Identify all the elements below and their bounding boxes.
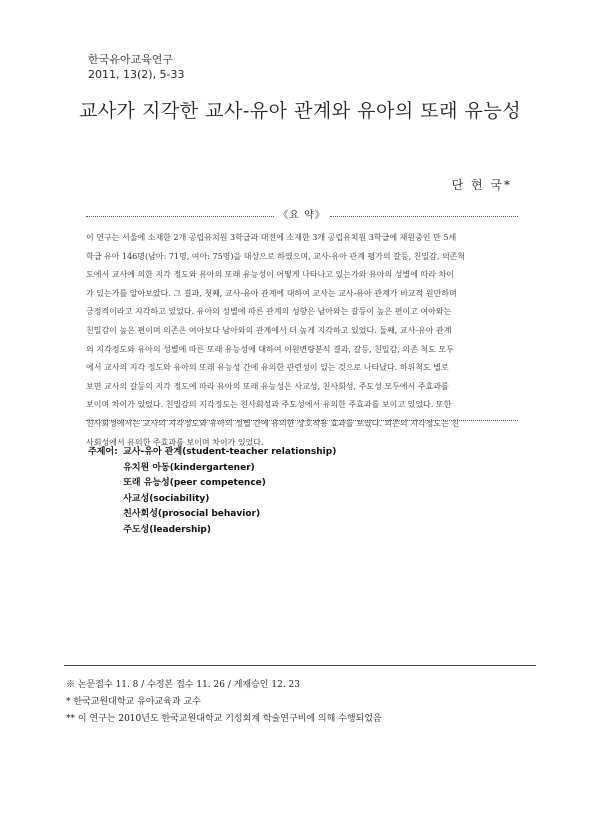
keywords-block [88, 445, 336, 538]
abstract-heading-label: 《요 약》 [278, 210, 326, 221]
abstract-top-rule-right [330, 216, 518, 217]
abstract-body [86, 229, 518, 452]
abstract-bottom-rule [86, 420, 518, 421]
abstract-top-rule-left [86, 216, 274, 217]
abstract-line: 에서 교사의 지각 정도와 유아의 또래 유능성 간에 유의한 관련성이 있는 것으로 나타났다. 하위척도 별로 [86, 363, 449, 373]
journal-name: 한국유아교육연구 [88, 53, 174, 66]
keyword-item: 친사회성(prosocial behavior) [123, 509, 261, 519]
abstract-line: 가 있는가를 알아보았다. 그 결과, 첫째, 교사-유아 관계에 대하여 교사는 교사-유아 관계가 비교적 원만하며 [86, 288, 457, 298]
keywords-label: 주제어: [88, 447, 118, 457]
abstract-line: 학급 유아 146명(남아: 71명, 여아: 75명)을 대상으로 하였으며, 교사-유아 관계 평가의 갈등, 친밀감, 의존척 [86, 251, 466, 261]
abstract-line: 긍정적이라고 지각하고 있었다. 유아의 성별에 따른 관계의 성향은 남아와는 갈등이 높은 편이고 여아와는 [86, 307, 452, 317]
abstract-line: 친사회성에서는 교사의 지각정도와 유아의 성별 간에 유의한 상호작용 효과를 보였다. 의존의 지각정도는 친 [86, 418, 460, 428]
author-name: 단 현 국* [451, 178, 512, 192]
keyword-item: 사교성(sociability) [123, 493, 210, 504]
keyword-row [88, 476, 336, 492]
footnotes [66, 677, 382, 728]
keyword-row [88, 523, 336, 539]
journal-header [88, 52, 185, 82]
abstract-line: 보면 교사의 갈등의 지각 정도에 따라 유아의 또래 유능성은 사교성, 친사회성, 주도성 모두에서 주효과를 [86, 381, 449, 391]
abstract-line: 친밀감이 높은 편이며 의존은 여아보다 남아와의 관계에서 더 높게 지각하고 있었다. 둘째, 교사-유아 관계 [86, 325, 452, 335]
keyword-row [88, 461, 336, 477]
keyword-item: 주도성(leadership) [123, 524, 211, 535]
footnote-funding: ** 이 연구는 2010년도 한국교원대학교 기성회계 학술연구비에 의해 수행되었음 [66, 714, 382, 724]
keyword-row [88, 492, 336, 508]
footnote-rule [64, 665, 536, 666]
abstract-heading [0, 209, 600, 223]
abstract-line: 사회성에서 유의한 주효과를 보이며 차이가 있었다. [86, 437, 264, 447]
abstract-line: 보이며 차이가 있었다. 친밀감의 지각정도는 친사회성과 주도성에서 유의한 주효과를 보이고 있었다. 또한 [86, 400, 452, 410]
keyword-row [88, 507, 336, 523]
keyword-item: 교사-유아 관계(student-teacher relationship) [123, 447, 337, 457]
keyword-item: 또래 유능성(peer competence) [123, 478, 266, 488]
keyword-row [88, 445, 336, 461]
footnote-author-affiliation: * 한국교원대학교 유아교육과 교수 [66, 697, 201, 707]
abstract-line: 이 연구는 서울에 소재한 2개 공립유치원 3학급과 대전에 소재한 3개 공립유치원 3학급에 재원중인 만 5세 [86, 233, 457, 242]
abstract-line: 도에서 교사에 의한 지각 정도와 유아의 또래 유능성이 어떻게 나타나고 있는가와 유아의 성별에 따라 차이 [86, 270, 454, 280]
abstract-line: 의 지각정도와 유아의 성별에 따른 또래 유능성에 대하여 이원변량분석 결과, 갈등, 친밀감, 의존 척도 모두 [86, 344, 454, 354]
journal-issue: 2011, 13(2), 5-33 [88, 68, 185, 81]
keyword-item: 유치원 아동(kindergartener) [123, 462, 255, 473]
footnote-submission-dates: ※ 논문접수 11. 8 / 수정본 접수 11. 26 / 게재승인 12. 23 [66, 680, 300, 690]
paper-title: 교사가 지각한 교사-유아 관계와 유아의 또래 유능성 [78, 100, 522, 122]
